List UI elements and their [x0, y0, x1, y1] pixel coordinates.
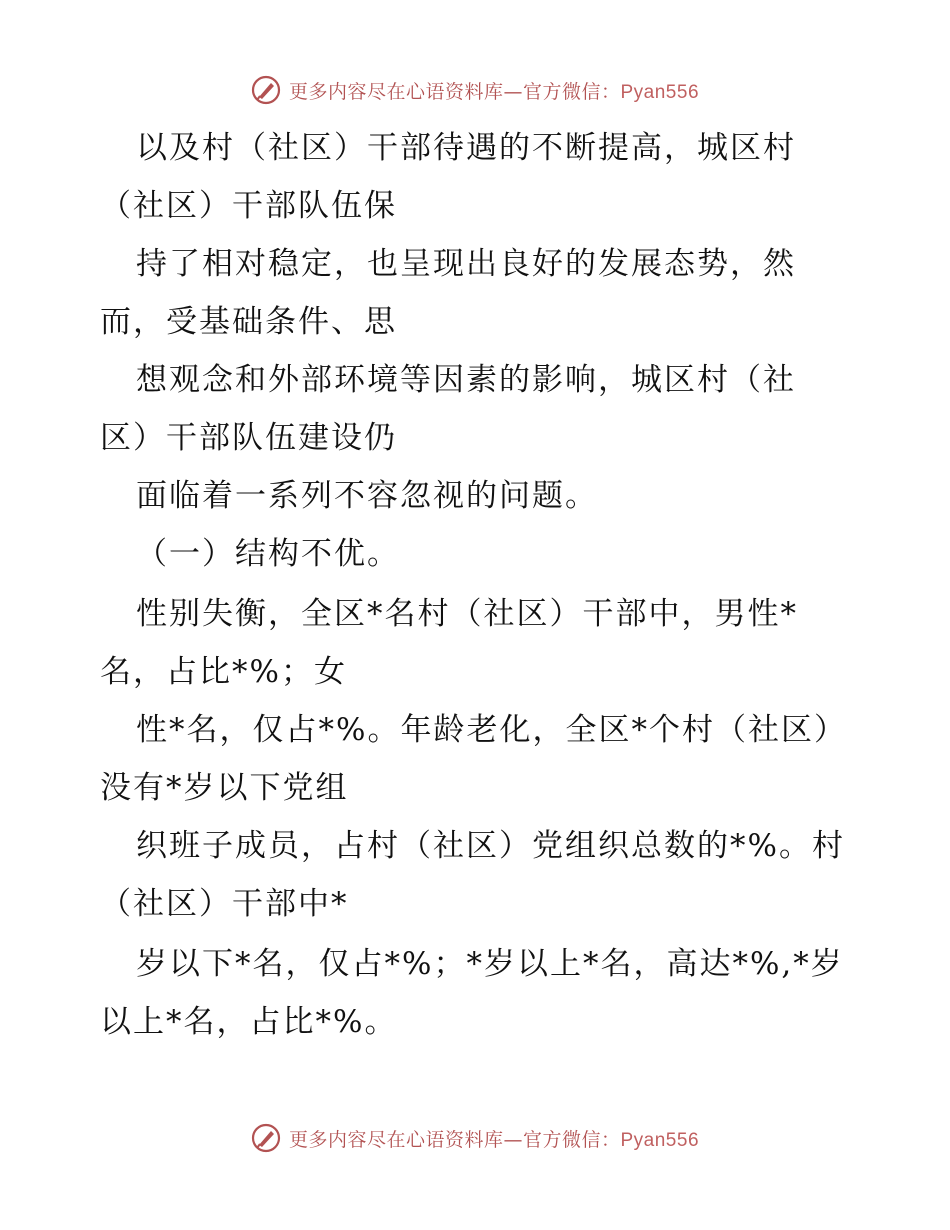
- body-line: （社区）干部中*: [100, 886, 349, 922]
- footer-watermark: [0, 1118, 950, 1158]
- body-line: 岁以下*名，仅占*%；*岁以上*名，高达*%,*岁: [136, 946, 844, 982]
- watermark-text: [289, 1125, 699, 1152]
- body-line: 而，受基础条件、思: [100, 304, 397, 340]
- body-line: 想观念和外部环境等因素的影响，城区村（社: [136, 362, 796, 398]
- body-line: 面临着一系列不容忽视的问题。: [136, 478, 598, 514]
- watermark-handle: Pyan556: [620, 1129, 700, 1151]
- watermark-handle: Pyan556: [620, 81, 700, 103]
- body-line: 织班子成员，占村（社区）党组织总数的*%。村: [136, 828, 845, 864]
- watermark-account-label: 官方微信：: [522, 80, 621, 103]
- body-line: 没有*岁以下党组: [100, 770, 349, 806]
- watermark-main: 更多内容尽在心语资料库: [288, 80, 504, 103]
- body-line: 区）干部队伍建设仍: [100, 420, 397, 456]
- body-line: 性别失衡，全区*名村（社区）干部中，男性*: [136, 596, 798, 632]
- body-line: 以及村（社区）干部待遇的不断提高，城区村: [136, 130, 796, 166]
- section-heading: （一）结构不优。: [136, 536, 400, 572]
- watermark-separator: —: [503, 80, 523, 103]
- body-line: 名，占比*%；女: [100, 654, 347, 690]
- body-line: 性*名，仅占*%。年龄老化，全区*个村（社区）: [136, 712, 847, 748]
- watermark-separator: —: [503, 1128, 523, 1151]
- body-line: 持了相对稳定，也呈现出良好的发展态势，然: [136, 246, 796, 282]
- body-line: 以上*名，占比*%。: [100, 1004, 398, 1040]
- body-line: （社区）干部队伍保: [100, 188, 397, 224]
- watermark-account-label: 官方微信：: [522, 1128, 621, 1151]
- watermark-main: 更多内容尽在心语资料库: [288, 1128, 504, 1151]
- quill-logo-icon: [251, 1123, 281, 1153]
